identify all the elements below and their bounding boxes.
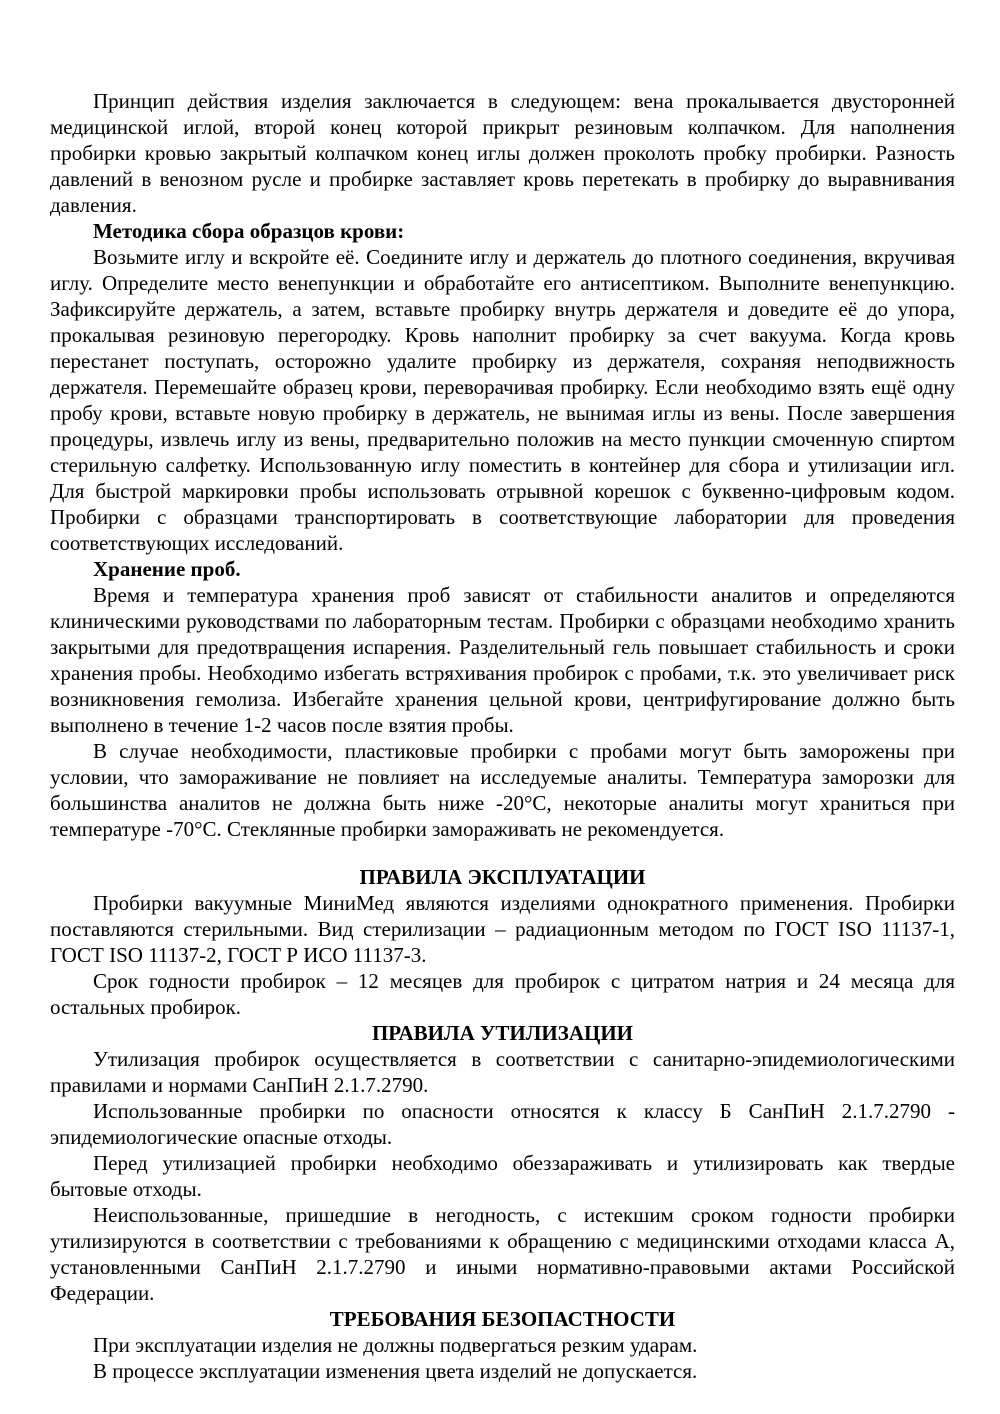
heading-operation-rules: ПРАВИЛА ЭКСПЛУАТАЦИИ [359,865,646,889]
paragraph-unused-tubes-disposal: Неиспользованные, пришедшие в негодность, с истекшим сроком годности пробирки утилизируются в соответствии с требованиями к обращению с медицинскими отходами класса А, установленными СанПиН 2.1.7.2790 и иными нормативно-правовыми актами Российской Федерации. [50,1203,955,1305]
paragraph-no-color-change: В процессе эксплуатации изменения цвета изделий не допускается. [93,1359,698,1383]
paragraph-no-sharp-impacts: При эксплуатации изделия не должны подвергаться резким ударам. [93,1333,698,1357]
paragraph-class-b-waste: Использованные пробирки по опасности относятся к классу Б СанПиН 2.1.7.2790 - эпидемиологические опасные отходы. [50,1099,955,1149]
paragraph-single-use-sterilization: Пробирки вакуумные МиниМед являются изделиями однократного применения. Пробирки поставляются стерильными. Вид стерилизации – радиационным методом по ГОСТ ISO 11137-1, ГОСТ ISO 11137-2, ГОСТ Р ИСО 11137-3. [50,891,955,967]
paragraph-disposal-sanpin: Утилизация пробирок осуществляется в соответствии с санитарно-эпидемиологическими правилами и нормами СанПиН 2.1.7.2790. [50,1047,955,1097]
paragraph-freezing-conditions: В случае необходимости, пластиковые пробирки с пробами могут быть заморожены при условии, что замораживание не повлияет на исследуемые аналиты. Температура заморозки для большинства аналитов не должна быть ниже -20°С, некоторые аналиты могут храниться при температуре -70°С. Стеклянные пробирки замораживать не рекомендуется. [50,739,955,841]
heading-safety-requirements: ТРЕБОВАНИЯ БЕЗОПАСТНОСТИ [329,1307,676,1331]
heading-blood-collection-method: Методика сбора образцов крови: [93,219,405,243]
paragraph-blood-collection-procedure: Возьмите иглу и вскройте её. Соедините иглу и держатель до плотного соединения, вкручивая иглу. Определите место венепункции и обработайте его антисептиком. Выполните венепункцию. Зафиксируйте держатель, а затем, вставьте пробирку внутрь держателя и доведите её до упора, прокалывая резиновую перегородку. Кровь наполнит пробирку за счет вакуума. Когда кровь перестанет поступать, осторожно удалите пробирку из держателя, сохраняя неподвижность держателя. Перемешайте образец крови, переворачивая пробирку. Если необходимо взять ещё одну пробу крови, вставьте новую пробирку в держатель, не вынимая иглы из вены. После завершения процедуры, извлечь иглу из вены, предварительно положив на место пункции смоченную спиртом стерильную салфетку. Использованную иглу поместить в контейнер для сбора и утилизации игл. Для быстрой маркировки пробы использовать отрывной корешок с буквенно-цифровым кодом. Пробирки с образцами транспортировать в соответствующие лаборатории для проведения соответствующих исследований. [50,245,955,555]
heading-sample-storage: Хранение проб. [93,557,241,581]
paragraph-shelf-life: Срок годности пробирок – 12 месяцев для пробирок с цитратом натрия и 24 месяца для остальных пробирок. [50,969,955,1019]
paragraph-storage-conditions: Время и температура хранения проб зависят от стабильности аналитов и определяются клиническими руководствами по лабораторным тестам. Пробирки с образцами необходимо хранить закрытыми для предотвращения испарения. Разделительный гель повышает стабильность и сроки хранения пробы. Необходимо избегать встряхивания пробирок с пробами, т.к. это увеличивает риск возникновения гемолиза. Избегайте хранения цельной крови, центрифугирование должно быть выполнено в течение 1-2 часов после взятия пробы. [50,583,955,737]
paragraph-principle-of-operation: Принцип действия изделия заключается в следующем: вена прокалывается двусторонней медицинской иглой, второй конец которой прикрыт резиновым колпачком. Для наполнения пробирки кровью закрытый колпачком конец иглы должен проколоть пробку пробирки. Разность давлений в венозном русле и пробирке заставляет кровь перетекать в пробирку до выравнивания давления. [50,89,955,217]
paragraph-disinfection-before-disposal: Перед утилизацией пробирки необходимо обеззараживать и утилизировать как твердые бытовые отходы. [50,1151,955,1201]
heading-disposal-rules: ПРАВИЛА УТИЛИЗАЦИИ [371,1021,634,1045]
